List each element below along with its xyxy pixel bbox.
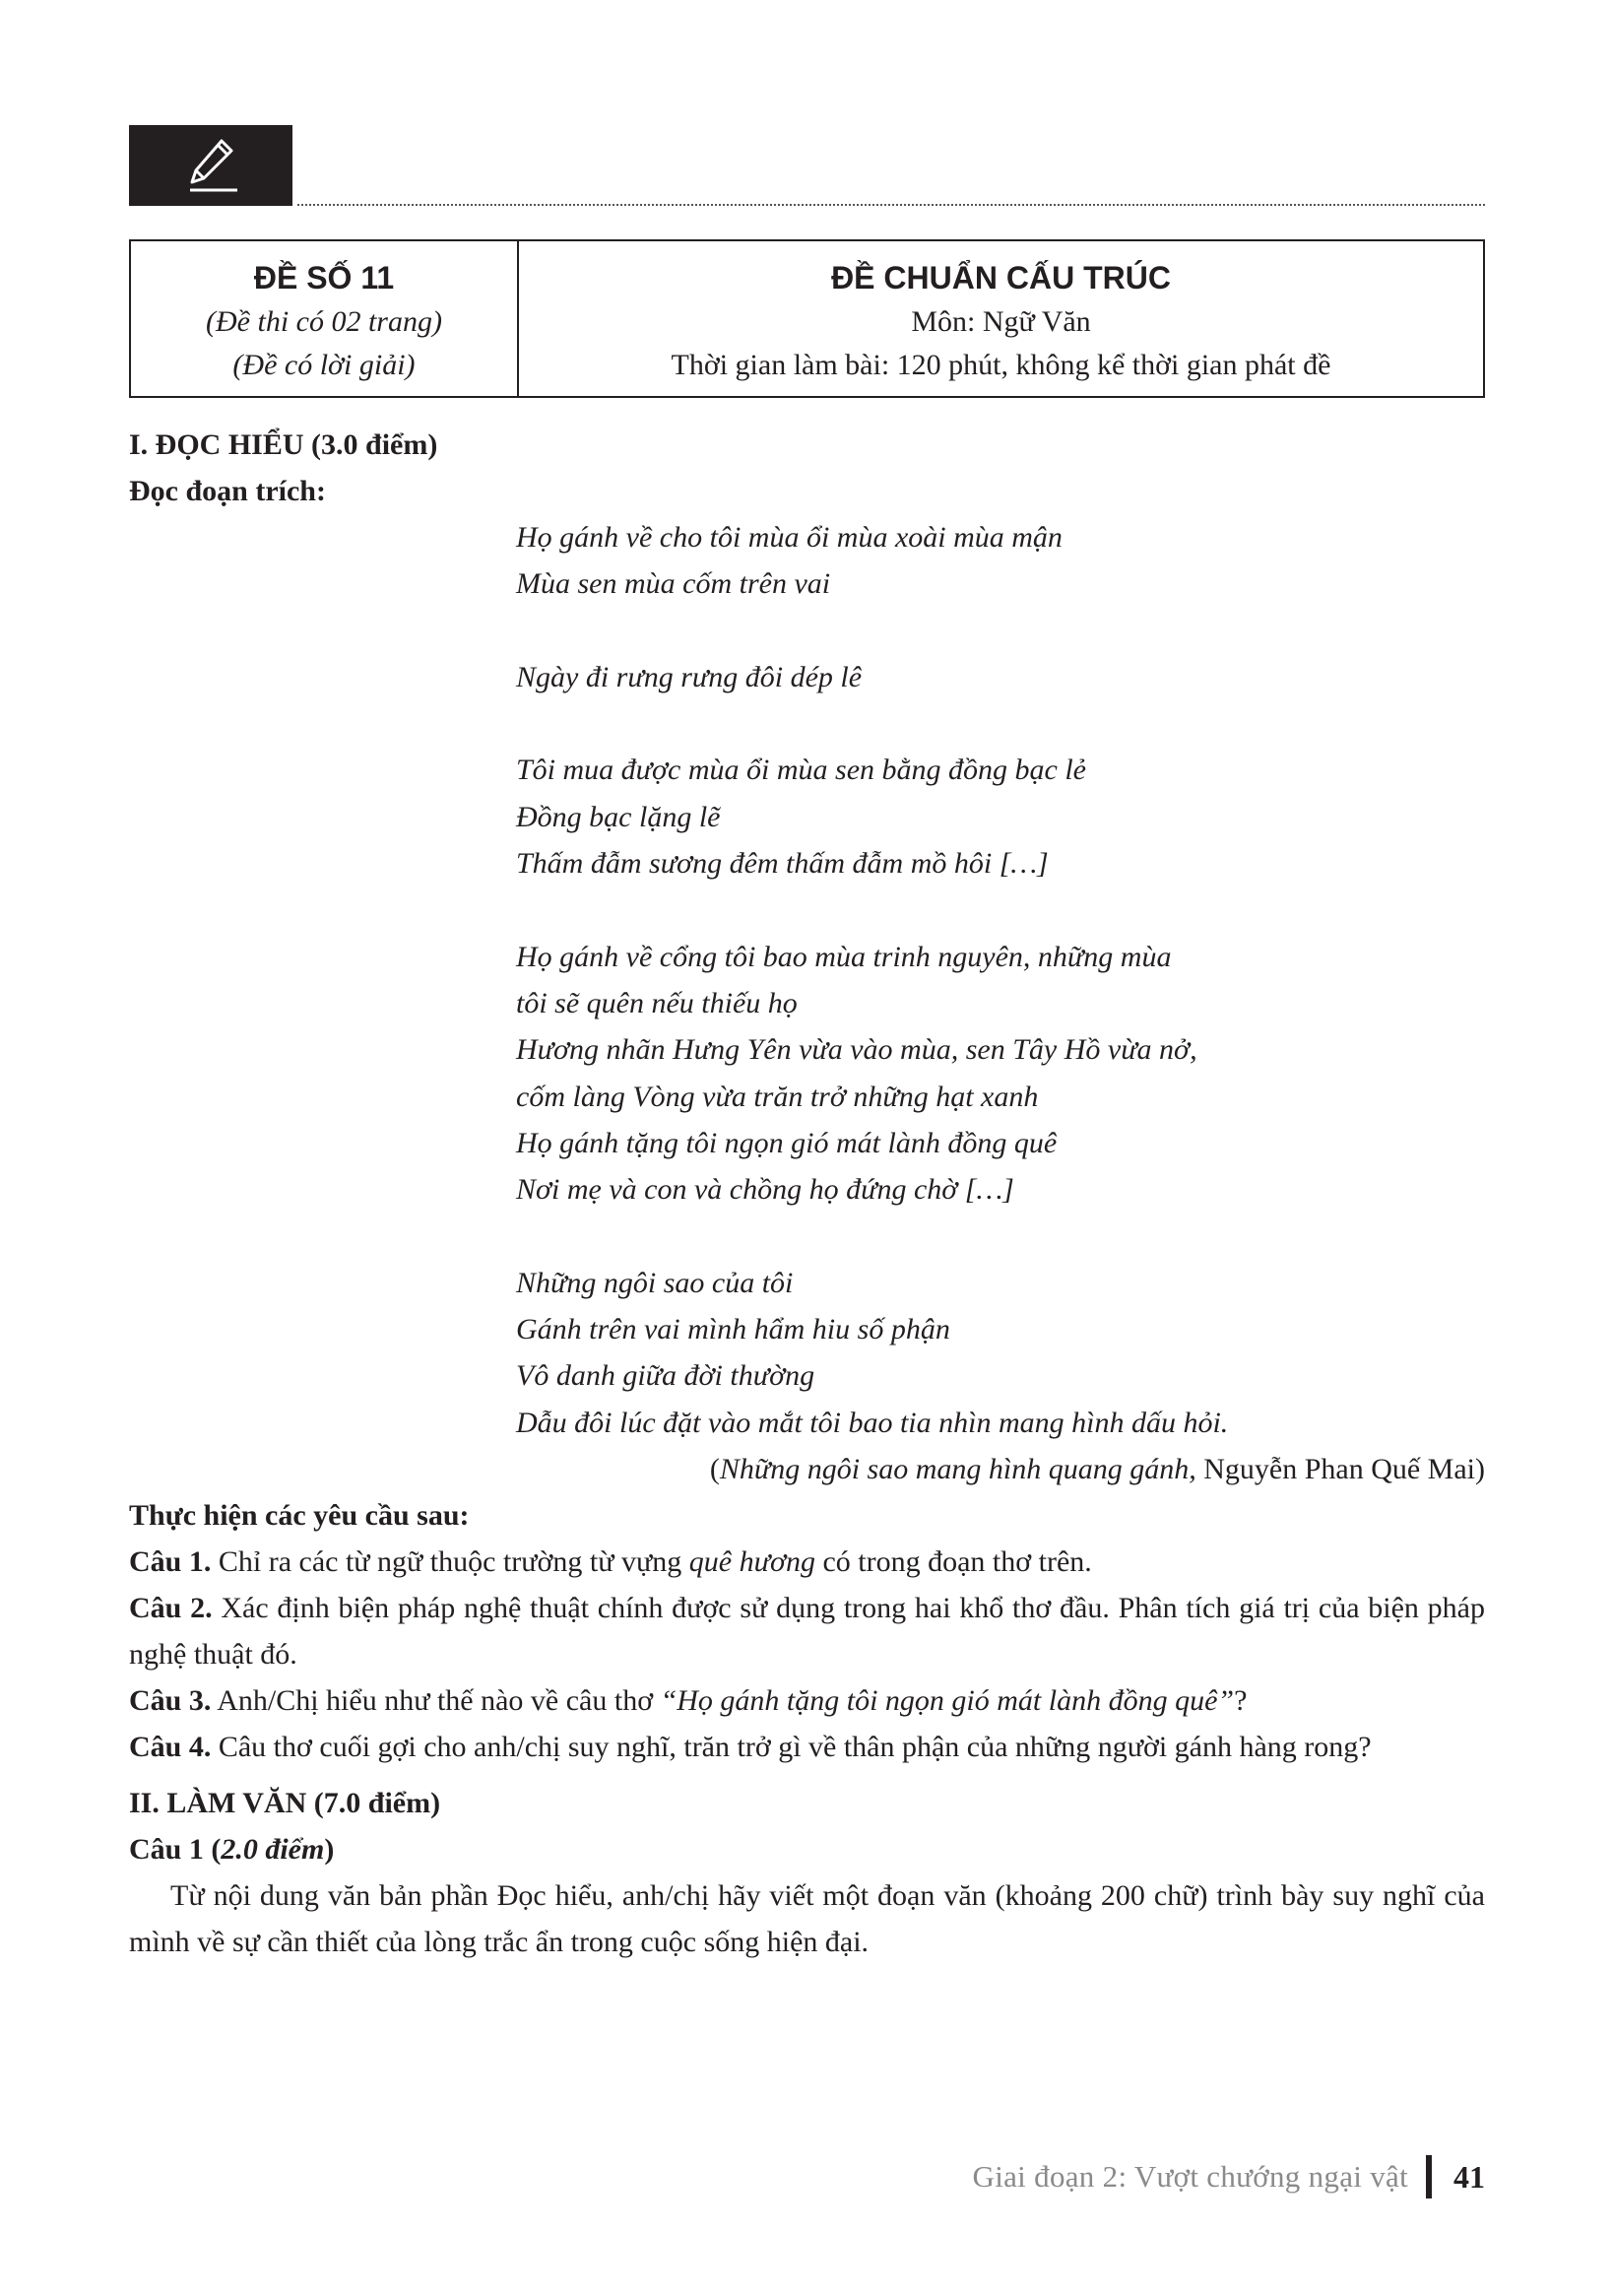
exam-content xyxy=(129,422,1485,1965)
question-3-text-end: ? xyxy=(1234,1683,1248,1717)
exam-header-table xyxy=(129,239,1485,398)
writing-question-1-close: ) xyxy=(324,1832,335,1866)
poem-excerpt xyxy=(516,514,1485,1446)
question-2-label: Câu 2. xyxy=(129,1591,213,1624)
question-1 xyxy=(129,1539,1485,1585)
poem-line: Vô danh giữa đời thường xyxy=(516,1359,815,1393)
footer-section-label: Giai đoạn 2: Vượt chướng ngại vật xyxy=(972,2159,1408,2194)
poem-stanza xyxy=(516,514,1485,608)
exam-title: ĐỀ CHUẨN CẤU TRÚC xyxy=(831,260,1171,295)
exam-number: ĐỀ SỐ 11 xyxy=(253,260,395,295)
poem-line: Gánh trên vai mình hẩm hiu số phận xyxy=(516,1313,950,1346)
question-4-label: Câu 4. xyxy=(129,1730,212,1763)
question-3-text: Anh/Chị hiểu như thế nào về câu thơ xyxy=(211,1683,661,1717)
poem-stanza xyxy=(516,654,1485,700)
question-4-text: Câu thơ cuối gợi cho anh/chị suy nghĩ, trăn trở gì về thân phận của những người gánh hàng rong? xyxy=(211,1730,1372,1763)
writing-heading: II. LÀM VĂN (7.0 điểm) xyxy=(129,1786,441,1819)
question-2 xyxy=(129,1585,1485,1677)
poem-line: tôi sẽ quên nếu thiếu họ xyxy=(516,986,798,1019)
exam-subject: Môn: Ngữ Văn xyxy=(911,305,1091,338)
writing-question-1-label: Câu 1 ( xyxy=(129,1832,222,1866)
source-title: Những ngôi sao mang hình quang gánh, xyxy=(719,1452,1196,1485)
source-open-paren: ( xyxy=(709,1452,720,1485)
reading-instruction: Đọc đoạn trích: xyxy=(129,475,326,507)
poem-stanza xyxy=(516,747,1485,886)
poem-line: Tôi mua được mùa ổi mùa sen bằng đồng bạc lẻ xyxy=(516,754,1086,787)
requirements-heading: Thực hiện các yêu cầu sau: xyxy=(129,1498,470,1532)
poem-line: Đồng bạc lặng lẽ xyxy=(516,800,721,833)
poem-line: Họ gánh về cho tôi mùa ổi mùa xoài mùa mận xyxy=(516,521,1063,554)
poem-line: Họ gánh về cổng tôi bao mùa trinh nguyên, những mùa xyxy=(516,940,1172,973)
poem-line: Thấm đẫm sương đêm thấm đẫm mồ hôi […] xyxy=(516,847,1049,881)
poem-stanza xyxy=(516,1260,1485,1446)
poem-line: Những ngôi sao của tôi xyxy=(516,1266,794,1299)
writing-question-1-points: 2.0 điểm xyxy=(221,1832,325,1866)
poem-line: Dẫu đôi lúc đặt vào mắt tôi bao tia nhìn mang hình dấu hỏi. xyxy=(516,1406,1229,1439)
exam-answer-note: (Đề có lời giải) xyxy=(232,349,416,381)
question-1-keyword: quê hương xyxy=(688,1544,815,1578)
poem-line: Họ gánh tặng tôi ngọn gió mát lành đồng quê xyxy=(516,1126,1058,1159)
question-3-label: Câu 3. xyxy=(129,1683,212,1717)
question-1-text: Chỉ ra các từ ngữ thuộc trường từ vựng xyxy=(211,1544,689,1578)
exam-time: Thời gian làm bài: 120 phút, không kể thời gian phát đề xyxy=(671,349,1331,381)
question-4 xyxy=(129,1724,1485,1770)
reading-heading: I. ĐỌC HIỂU (3.0 điểm) xyxy=(129,428,438,461)
poem-line: Hương nhãn Hưng Yên vừa vào mùa, sen Tây Hồ vừa nở, xyxy=(516,1033,1197,1067)
question-1-text-end: có trong đoạn thơ trên. xyxy=(814,1544,1092,1578)
poem-line: Nơi mẹ và con và chồng họ đứng chờ […] xyxy=(516,1173,1014,1207)
question-1-label: Câu 1. xyxy=(129,1544,212,1578)
header-dotted-rule xyxy=(297,204,1485,206)
poem-line: Ngày đi rưng rưng đôi dép lê xyxy=(516,660,863,693)
poem-source xyxy=(129,1446,1485,1492)
poem-line: cốm làng Vòng vừa trăn trở những hạt xanh xyxy=(516,1080,1039,1113)
pencil-icon xyxy=(186,135,239,194)
writing-question-1-text: Từ nội dung văn bản phần Đọc hiểu, anh/chị hãy viết một đoạn văn (khoảng 200 chữ) trình bày suy nghĩ của mình về sự cần thiết của lòng trắc ẩn trong cuộc sống hiện đại. xyxy=(129,1878,1485,1958)
page-footer xyxy=(973,2152,1485,2201)
exam-header-right xyxy=(519,241,1483,396)
poem-stanza xyxy=(516,934,1485,1214)
question-3 xyxy=(129,1677,1485,1724)
poem-line: Mùa sen mùa cốm trên vai xyxy=(516,567,831,601)
writing-question-1-heading xyxy=(129,1826,1485,1872)
exam-header-left xyxy=(131,241,519,396)
pencil-icon-box xyxy=(129,125,292,206)
question-2-text: Xác định biện pháp nghệ thuật chính được sử dụng trong hai khổ thơ đầu. Phân tích giá trị của biện pháp nghệ thuật đó. xyxy=(129,1591,1485,1671)
exam-pages-note: (Đề thi có 02 trang) xyxy=(206,305,442,338)
page-number: 41 xyxy=(1453,2158,1485,2195)
source-author: Nguyễn Phan Quế Mai) xyxy=(1195,1452,1485,1485)
question-3-quote: “Họ gánh tặng tôi ngọn gió mát lành đồng quê” xyxy=(660,1683,1235,1717)
footer-divider xyxy=(1426,2155,1432,2198)
